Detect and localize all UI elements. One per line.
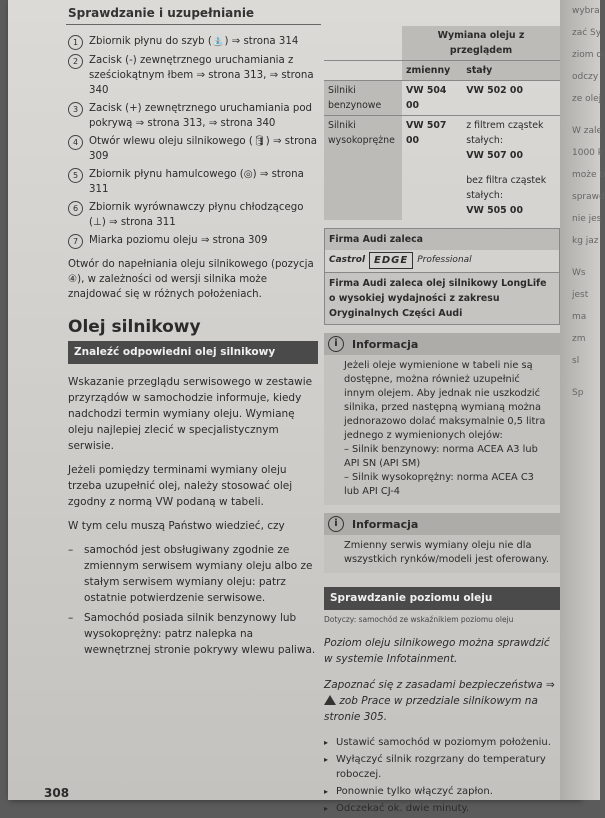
filler-note: Otwór do napełniania oleju silnikowego (pozycja ④), w zależności od wersji silnika może znajdować się w różnych położeniach. [68, 259, 314, 300]
audi-box-header: Firma Audi zaleca [325, 229, 559, 250]
edge-wordmark: EDGE [369, 252, 413, 269]
paragraph: W tym celu muszą Państwo wiedzieć, czy [68, 520, 285, 532]
legend-item [68, 200, 318, 230]
table-row [324, 81, 560, 116]
header-rule [66, 24, 321, 25]
info-header [324, 513, 560, 535]
right-column [324, 26, 560, 818]
legend-item [68, 167, 318, 197]
dash-text: samochód jest obsługiwany zgodnie ze zmiennym serwisem wymiany oleju albo ze stałym serwisem wymiany oleju: patrz ostatnie potwierdzenie serwisowe. [84, 544, 313, 604]
legend-item [68, 233, 318, 249]
italic-paragraph: Poziom oleju silnikowego można sprawdzić w systemie Infotainment. [324, 637, 550, 665]
info-list-item: – Silnik wysokoprężny: norma ACEA C3 lub API CJ-4 [344, 472, 534, 497]
legend-number: 4 [68, 135, 83, 150]
next-page-fragment: sl [572, 356, 580, 366]
check-level-bar: Sprawdzanie poziomu oleju [324, 587, 560, 610]
next-page-fragment: ziom ol [572, 50, 605, 60]
next-page-fragment: kg jaz [572, 236, 599, 246]
step-item [324, 784, 560, 799]
step-bullet-icon: ▸ [324, 787, 329, 796]
step-item [324, 752, 560, 782]
legend-number: 7 [68, 234, 83, 249]
next-page-fragment: zać Sy [572, 28, 602, 38]
next-page-edge [560, 0, 605, 800]
professional-wordmark: Professional [417, 255, 472, 265]
running-header: Sprawdzanie i uzupełnianie [68, 6, 255, 20]
step-text: Ustawić samochód w poziomym położeniu. [336, 737, 551, 748]
step-text: Ponownie tylko włączyć zapłon. [336, 786, 493, 797]
info-icon: i [328, 336, 344, 352]
legend-text: Otwór wlewu oleju silnikowego (🛢) ⇒ strona 309 [89, 136, 317, 162]
next-page-fragment: Ws [572, 268, 586, 278]
safety-reference-page: zob Prace w przedziale silnikowym na stronie 305. [324, 695, 538, 723]
legend-item [68, 34, 318, 50]
dash-item [68, 610, 318, 658]
legend-item [68, 53, 318, 98]
legend-text: Miarka poziomu oleju ⇒ strona 309 [89, 235, 268, 246]
warning-triangle-icon [324, 695, 336, 705]
dash-marker: – [68, 612, 74, 624]
step-item [324, 801, 560, 816]
dash-text: Samochód posiada silnik benzynowy lub wysokoprężny: patrz nalepka na wewnętrznej stronie pokrywy wlewu paliwa. [84, 612, 316, 656]
dash-item [68, 542, 318, 606]
step-text: Odczekać ok. dwie minuty. [336, 803, 470, 814]
legend-number: 3 [68, 102, 83, 117]
oil-norm-table [324, 26, 560, 220]
cell-value: VW 505 00 [466, 205, 523, 216]
table-corner [324, 61, 402, 81]
cell-value: VW 507 00 [466, 150, 523, 161]
paragraph: Jeżeli pomiędzy terminami wymiany oleju trzeba uzupełnić olej, należy stosować olej zgodny z normą VW podaną w tabeli. [68, 464, 293, 508]
info-body [324, 355, 560, 505]
next-page-fragment: odczy [572, 72, 599, 82]
legend-text: Zbiornik płynu hamulcowego (◎) ⇒ strona 311 [89, 169, 304, 195]
legend-text: Zacisk (-) zewnętrznego uruchamiania z sześciokątnym łbem ⇒ strona 313, ⇒ strona 340 [89, 55, 314, 96]
step-bullet-icon: ▸ [324, 738, 329, 747]
table-cell [462, 116, 560, 221]
column-header: zmienny [402, 61, 462, 81]
info-title: Informacja [352, 517, 419, 531]
legend-number: 5 [68, 168, 83, 183]
step-bullet-icon: ▸ [324, 755, 329, 764]
info-box [324, 333, 560, 505]
info-icon: i [328, 516, 344, 532]
legend-number: 2 [68, 54, 83, 69]
next-page-fragment: może b [572, 170, 605, 180]
table-cell: VW 507 00 [406, 120, 447, 146]
next-page-fragment: ma [572, 312, 587, 322]
cell-note: bez filtra cząstek stałych: [466, 175, 547, 201]
table-corner [324, 26, 402, 61]
legend-number: 1 [68, 35, 83, 50]
next-page-fragment: Sp [572, 388, 584, 398]
step-text: Wyłączyć silnik rozgrzany do temperatury roboczej. [336, 754, 546, 780]
castrol-logo [325, 250, 559, 272]
info-title: Informacja [352, 337, 419, 351]
next-page-fragment: sprawd [572, 192, 605, 202]
next-page-fragment: jest [572, 290, 589, 300]
body-text [68, 374, 318, 658]
step-bullet-icon: ▸ [324, 804, 329, 813]
next-page-fragment: ze olej [572, 94, 602, 104]
info-list-item: – Silnik benzynowy: norma ACEA A3 lub API SN (API SM) [344, 444, 538, 469]
next-page-fragment: zm [572, 334, 586, 344]
legend-text: Zbiornik wyrównawczy płynu chłodzącego (⊥) ⇒ strona 311 [89, 202, 304, 228]
applies-to-note: Dotyczy: samochód ze wskaźnikiem poziomu oleju [324, 615, 514, 624]
legend-text: Zacisk (+) zewnętrznego uruchamiania pod pokrywą ⇒ strona 313, ⇒ strona 340 [89, 103, 313, 129]
table-row [324, 116, 560, 221]
column-header: stały [462, 61, 560, 81]
info-header [324, 333, 560, 355]
legend-list [68, 34, 318, 249]
legend-number: 6 [68, 201, 83, 216]
paragraph: Wskazanie przeglądu serwisowego w zestawie przyrządów w samochodzie informuje, kiedy nadchodzi termin wymiany oleju. Wymianę oleju najlepiej zlecić w specjalistycznym serwisie. [68, 376, 313, 452]
audi-box-body: Firma Audi zaleca olej silnikowy LongLife o wysokiej wydajności z zakresu Oryginalnych Części Audi [325, 272, 559, 324]
manual-page [8, 0, 580, 814]
info-body: Zmienny serwis wymiany oleju nie dla wszystkich rynków/modeli jest oferowany. [344, 540, 549, 565]
legend-item [68, 101, 318, 131]
row-label: Silniki benzynowe [324, 81, 402, 116]
cell-note: z filtrem cząstek stałych: [466, 120, 544, 146]
info-text: Jeżeli oleje wymienione w tabeli nie są dostępne, można również uzupełnić innym olejem. Aby jednak nie uszkodzić silnika, przed następną wymianą można jednorazowo dolać maksymalnie 0,5 litra jednego z wymienionych olejów: [344, 360, 546, 441]
step-item [324, 735, 560, 750]
left-column [68, 34, 318, 662]
next-page-fragment: W zale [572, 126, 603, 136]
table-cell: VW 504 00 [406, 85, 447, 111]
castrol-wordmark: Castrol [329, 255, 366, 265]
legend-item [68, 134, 318, 164]
subsection-bar: Znaleźć odpowiedni olej silnikowy [68, 341, 318, 364]
section-title: Olej silnikowy [68, 317, 201, 337]
safety-reference: Zapoznać się z zasadami bezpieczeństwa ⇒ [324, 679, 555, 691]
row-label: Silniki wysokoprężne [324, 116, 402, 221]
legend-text: Zbiornik płynu do szyb (⛲) ⇒ strona 314 [89, 36, 299, 47]
italic-paragraph [324, 677, 560, 725]
page-number: 308 [44, 786, 70, 800]
table-cell: VW 502 00 [466, 85, 523, 96]
next-page-fragment: wybra [572, 6, 600, 16]
info-box [324, 513, 560, 573]
table-caption: Wymiana oleju z przeglądem [402, 26, 560, 61]
dash-marker: – [68, 544, 74, 556]
audi-recommendation-box [324, 228, 560, 325]
next-page-fragment: 1000 k [572, 148, 603, 158]
next-page-fragment: nie jes [572, 214, 602, 224]
